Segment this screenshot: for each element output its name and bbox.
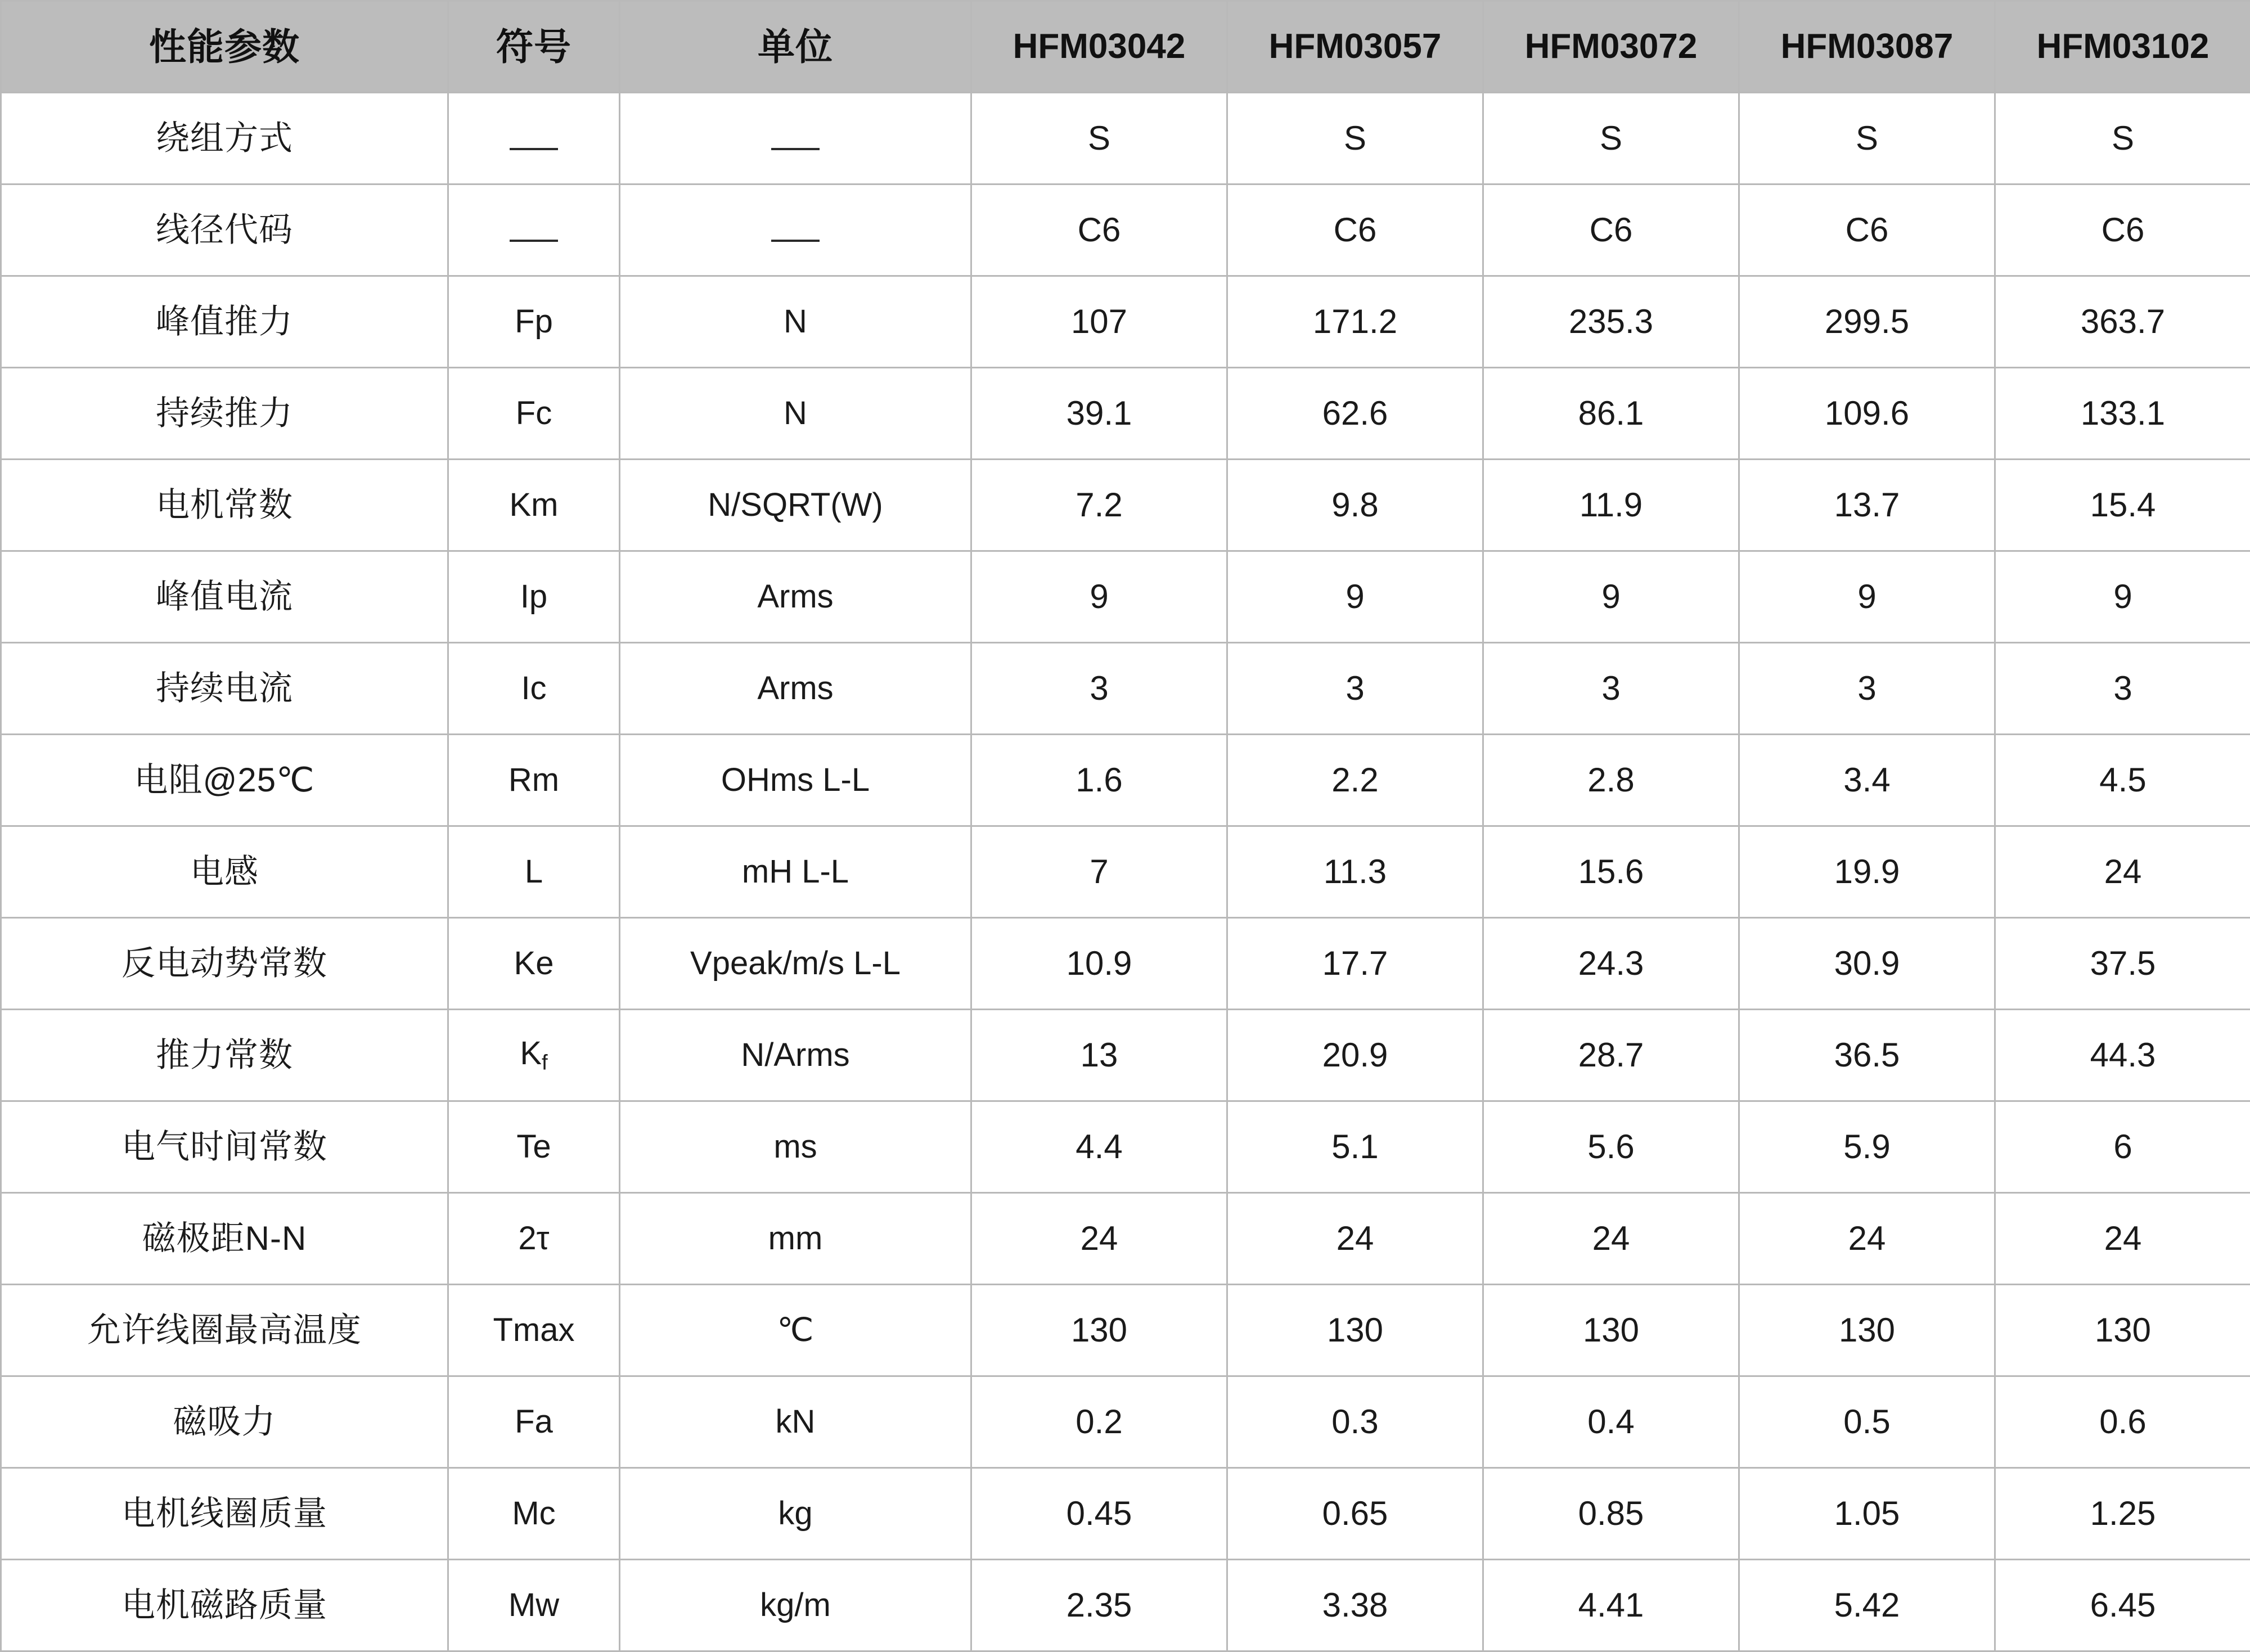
table-row (1, 368, 2250, 460)
cell-value: 130 (1995, 1285, 2250, 1376)
column-header-model-3: HFM03072 (1483, 1, 1739, 93)
cell-value: 1.05 (1739, 1468, 1995, 1560)
table-row (1, 1101, 2250, 1193)
cell-value: 3 (1227, 643, 1483, 735)
cell-parameter: 电气时间常数 (1, 1101, 448, 1193)
cell-unit: mH L-L (620, 826, 971, 918)
table-row (1, 1376, 2250, 1468)
cell-value: 86.1 (1483, 368, 1739, 460)
table-row (1, 1560, 2250, 1651)
cell-value: 13 (971, 1010, 1227, 1101)
cell-unit: kg/m (620, 1560, 971, 1651)
cell-unit: kN (620, 1376, 971, 1468)
cell-parameter: 允许线圈最高温度 (1, 1285, 448, 1376)
dash-icon (510, 131, 558, 150)
cell-value: 9.8 (1227, 460, 1483, 551)
cell-value: 130 (1483, 1285, 1739, 1376)
cell-value: 299.5 (1739, 276, 1995, 368)
cell-value: 11.9 (1483, 460, 1739, 551)
cell-symbol (448, 93, 620, 184)
cell-value: 39.1 (971, 368, 1227, 460)
cell-parameter: 磁极距N-N (1, 1193, 448, 1285)
cell-value: 130 (1739, 1285, 1995, 1376)
cell-parameter: 电感 (1, 826, 448, 918)
cell-unit: Vpeak/m/s L-L (620, 918, 971, 1010)
cell-value: 24 (1995, 1193, 2250, 1285)
cell-value: 363.7 (1995, 276, 2250, 368)
cell-value: 0.45 (971, 1468, 1227, 1560)
cell-parameter: 反电动势常数 (1, 918, 448, 1010)
table-row (1, 551, 2250, 643)
cell-value: 0.65 (1227, 1468, 1483, 1560)
cell-value: 4.41 (1483, 1560, 1739, 1651)
cell-value: 3 (1995, 643, 2250, 735)
cell-parameter: 持续推力 (1, 368, 448, 460)
cell-value: 9 (971, 551, 1227, 643)
cell-value: 24 (1483, 1193, 1739, 1285)
column-header-symbol: 符号 (448, 1, 620, 93)
cell-value: 28.7 (1483, 1010, 1739, 1101)
cell-unit: N/Arms (620, 1010, 971, 1101)
symbol-subscript: f (542, 1051, 548, 1075)
cell-value: 9 (1739, 551, 1995, 643)
cell-value: 0.2 (971, 1376, 1227, 1468)
cell-value: 20.9 (1227, 1010, 1483, 1101)
cell-value: 6 (1995, 1101, 2250, 1193)
cell-symbol: Tmax (448, 1285, 620, 1376)
cell-value: S (971, 93, 1227, 184)
cell-symbol: Ke (448, 918, 620, 1010)
cell-value: 109.6 (1739, 368, 1995, 460)
cell-value: 9 (1227, 551, 1483, 643)
table-header (1, 1, 2250, 93)
cell-parameter: 电阻@25℃ (1, 735, 448, 826)
cell-value: 9 (1995, 551, 2250, 643)
cell-parameter: 磁吸力 (1, 1376, 448, 1468)
cell-value: 15.6 (1483, 826, 1739, 918)
cell-value: C6 (1995, 184, 2250, 276)
cell-parameter: 电机线圈质量 (1, 1468, 448, 1560)
cell-symbol: Ic (448, 643, 620, 735)
table-row (1, 643, 2250, 735)
cell-value: C6 (1227, 184, 1483, 276)
cell-value: 7 (971, 826, 1227, 918)
cell-value: 44.3 (1995, 1010, 2250, 1101)
cell-symbol: Km (448, 460, 620, 551)
cell-value: C6 (1483, 184, 1739, 276)
cell-value: 3.38 (1227, 1560, 1483, 1651)
cell-value: 17.7 (1227, 918, 1483, 1010)
cell-value: 4.5 (1995, 735, 2250, 826)
table-row (1, 918, 2250, 1010)
dash-icon (771, 223, 820, 242)
column-header-parameter: 性能参数 (1, 1, 448, 93)
cell-value: 2.35 (971, 1560, 1227, 1651)
cell-value: 5.9 (1739, 1101, 1995, 1193)
cell-symbol: Fa (448, 1376, 620, 1468)
cell-value: 24 (1739, 1193, 1995, 1285)
cell-value: 24 (1995, 826, 2250, 918)
cell-parameter: 推力常数 (1, 1010, 448, 1101)
cell-value: 24 (971, 1193, 1227, 1285)
cell-unit: mm (620, 1193, 971, 1285)
column-header-unit: 单位 (620, 1, 971, 93)
cell-value: 62.6 (1227, 368, 1483, 460)
table-row (1, 93, 2250, 184)
cell-value: 5.6 (1483, 1101, 1739, 1193)
cell-value: 235.3 (1483, 276, 1739, 368)
cell-value: 6.45 (1995, 1560, 2250, 1651)
cell-value: 2.2 (1227, 735, 1483, 826)
cell-value: 0.6 (1995, 1376, 2250, 1468)
table-row (1, 460, 2250, 551)
cell-value: 0.5 (1739, 1376, 1995, 1468)
table-row (1, 276, 2250, 368)
cell-parameter: 线径代码 (1, 184, 448, 276)
table-row (1, 735, 2250, 826)
column-header-model-4: HFM03087 (1739, 1, 1995, 93)
cell-parameter: 持续电流 (1, 643, 448, 735)
cell-value: S (1739, 93, 1995, 184)
cell-symbol: L (448, 826, 620, 918)
cell-value: 133.1 (1995, 368, 2250, 460)
cell-symbol: Mc (448, 1468, 620, 1560)
cell-value: 5.1 (1227, 1101, 1483, 1193)
cell-value: 7.2 (971, 460, 1227, 551)
table-row (1, 1285, 2250, 1376)
cell-value: 5.42 (1739, 1560, 1995, 1651)
cell-unit: Arms (620, 551, 971, 643)
table-row (1, 184, 2250, 276)
column-header-model-5: HFM03102 (1995, 1, 2250, 93)
table-row (1, 826, 2250, 918)
cell-unit: kg (620, 1468, 971, 1560)
cell-unit: ms (620, 1101, 971, 1193)
cell-parameter: 绕组方式 (1, 93, 448, 184)
dash-icon (510, 223, 558, 242)
cell-parameter: 峰值推力 (1, 276, 448, 368)
table-row (1, 1010, 2250, 1101)
column-header-model-1: HFM03042 (971, 1, 1227, 93)
cell-value: 3 (1483, 643, 1739, 735)
cell-value: 24 (1227, 1193, 1483, 1285)
cell-value: 3 (1739, 643, 1995, 735)
cell-parameter: 电机磁路质量 (1, 1560, 448, 1651)
cell-unit (620, 184, 971, 276)
cell-unit: N (620, 276, 971, 368)
cell-unit: Arms (620, 643, 971, 735)
cell-unit (620, 93, 971, 184)
cell-value: 19.9 (1739, 826, 1995, 918)
cell-value: 107 (971, 276, 1227, 368)
symbol-base: K (520, 1035, 542, 1072)
cell-value: S (1483, 93, 1739, 184)
cell-value: 24.3 (1483, 918, 1739, 1010)
cell-value: 0.3 (1227, 1376, 1483, 1468)
table-row (1, 1193, 2250, 1285)
cell-value: 9 (1483, 551, 1739, 643)
cell-value: 3 (971, 643, 1227, 735)
cell-unit: N/SQRT(W) (620, 460, 971, 551)
cell-value: C6 (1739, 184, 1995, 276)
cell-value: 130 (1227, 1285, 1483, 1376)
cell-unit: N (620, 368, 971, 460)
cell-value: 0.85 (1483, 1468, 1739, 1560)
cell-value: 3.4 (1739, 735, 1995, 826)
cell-value: S (1227, 93, 1483, 184)
header-row (1, 1, 2250, 93)
cell-value: 130 (971, 1285, 1227, 1376)
cell-value: 10.9 (971, 918, 1227, 1010)
cell-unit: OHms L-L (620, 735, 971, 826)
cell-value: 36.5 (1739, 1010, 1995, 1101)
table-row (1, 1468, 2250, 1560)
cell-symbol: Mw (448, 1560, 620, 1651)
cell-symbol: Ip (448, 551, 620, 643)
cell-symbol: Rm (448, 735, 620, 826)
cell-value: 2.8 (1483, 735, 1739, 826)
cell-symbol: 2τ (448, 1193, 620, 1285)
cell-value: 0.4 (1483, 1376, 1739, 1468)
cell-parameter: 峰值电流 (1, 551, 448, 643)
cell-symbol (448, 1010, 620, 1101)
cell-value: 13.7 (1739, 460, 1995, 551)
cell-symbol: Fc (448, 368, 620, 460)
cell-value: 15.4 (1995, 460, 2250, 551)
cell-value: 1.25 (1995, 1468, 2250, 1560)
cell-value: 30.9 (1739, 918, 1995, 1010)
cell-value: 11.3 (1227, 826, 1483, 918)
cell-value: S (1995, 93, 2250, 184)
column-header-model-2: HFM03057 (1227, 1, 1483, 93)
cell-parameter: 电机常数 (1, 460, 448, 551)
cell-value: C6 (971, 184, 1227, 276)
table-body (1, 93, 2250, 1651)
cell-symbol: Fp (448, 276, 620, 368)
cell-value: 1.6 (971, 735, 1227, 826)
cell-symbol: Te (448, 1101, 620, 1193)
cell-value: 4.4 (971, 1101, 1227, 1193)
cell-value: 37.5 (1995, 918, 2250, 1010)
cell-value: 171.2 (1227, 276, 1483, 368)
cell-symbol (448, 184, 620, 276)
cell-unit: ℃ (620, 1285, 971, 1376)
dash-icon (771, 131, 820, 150)
